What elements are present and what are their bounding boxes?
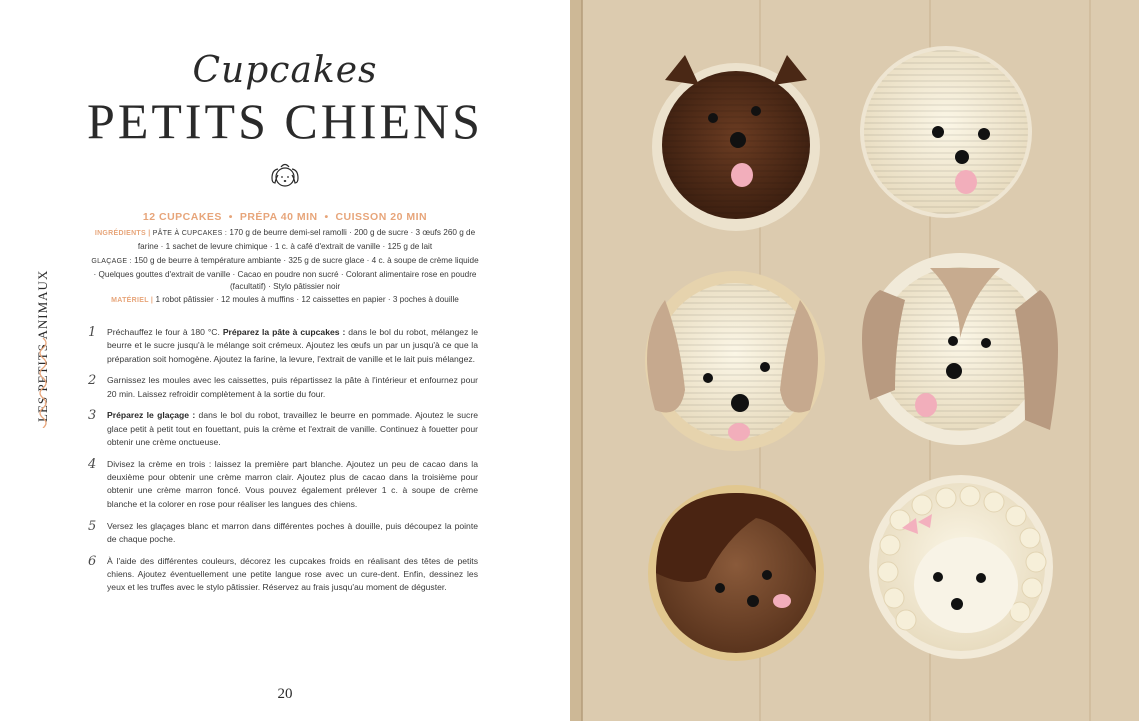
cupcakes-photo: [570, 0, 1139, 721]
meta-separator: •: [228, 211, 233, 223]
materiel-text: 1 robot pâtissier · 12 moules à muffins · 12 caissettes en papier · 3 poches à douille: [155, 294, 459, 304]
page-title: PETITS CHIENS: [87, 93, 483, 149]
materiel: [90, 294, 480, 308]
page-number: 20: [277, 686, 293, 702]
step-item: [88, 555, 478, 595]
step-item: [88, 374, 478, 401]
step-text: Garnissez les moules avec les caissettes, puis répartissez la pâte à l'intérieur et enfournez pour 20 min. Laissez refroidir complètement à la sortie du four.: [107, 375, 478, 399]
cook-time: CUISSON 20 MIN: [335, 211, 428, 223]
step-number: 3: [88, 408, 97, 424]
glacage-label: GLAÇAGE :: [91, 258, 132, 266]
photo-image: [570, 0, 1139, 721]
step-bold: Préparez la pâte à cupcakes :: [222, 327, 346, 337]
ingredients-glacage: [90, 255, 480, 294]
step-number: 4: [88, 456, 97, 472]
title-script: Cupcakes: [192, 50, 378, 91]
pate-label: PÂTE À CUPCAKES :: [152, 230, 228, 237]
step-item: [88, 326, 478, 366]
wave-divider-icon: [36, 338, 50, 428]
recipe-meta: [0, 211, 570, 223]
ingredients-pate: [90, 227, 480, 253]
step-number: 6: [88, 553, 97, 569]
step-bold: Préparez le glaçage :: [107, 410, 196, 421]
step-text: dans le bol du robot, mélangez le beurre et le sucre jusqu'à le mélange soit crémeux. Ajoutez les œufs un par un jusqu'à ce que la préparation soit homogène. Ajoutez la farine, la levure, l'extrait de vanille et le lait puis mélangez.: [107, 327, 478, 364]
step-text: dans le bol du robot, travaillez le beurre en pommade. Ajoutez le sucre glace petit à petit tout en fouettant, puis la crème et l'extrait de vanille. Continuez à fouetter pour obtenir une crème onctueuse.: [107, 410, 478, 448]
step-item: [88, 520, 478, 547]
step-number: 2: [88, 373, 97, 389]
step-number: 5: [88, 518, 97, 534]
materiel-label: MATÉRIEL |: [111, 296, 154, 304]
ingredients-label: INGRÉDIENTS |: [94, 230, 151, 237]
step-text: À l'aide des différentes couleurs, décorez les cupcakes froids en réalisant des têtes de petits chiens. Ajoutez éventuellement une petite langue rose avec un cure-dent. Enfin, dessinez les yeux et les truffes avec le stylo pâtissier. Réservez au frais jusqu'au moment de déguster.: [107, 555, 478, 593]
dog-icon: [269, 160, 301, 192]
prep-time: PRÉPA 40 MIN: [239, 211, 318, 223]
glacage-text: 150 g de beurre à température ambiante · 325 g de sucre glace · 4 c. à soupe de crème liquide · Quelques gouttes d'extrait de vanille · Cacao en poudre non sucré · Colorant alimentaire rose en poudre (facultatif) · Stylo pâtissier noir: [93, 256, 479, 292]
step-number: 1: [88, 325, 97, 340]
meta-separator: •: [324, 211, 329, 223]
section-tab-label: LES PETITS ANIMAUX: [35, 269, 50, 422]
step-item: [88, 458, 478, 511]
step-item: [88, 409, 478, 449]
step-text: Divisez la crème en trois : laissez la première part blanche. Ajoutez un peu de cacao dans la deuxième pour obtenir une crème marron clair. Ajoutez plus de cacao dans la troisième pour obtenir une crème marron foncé. Vous pouvez également prélever 1 c. à soupe de crème blanche et la colorer en rose pour réaliser les langues des chiens.: [107, 458, 478, 509]
yield: 12 CUPCAKES: [142, 211, 222, 223]
steps-list: [88, 326, 478, 603]
pate-text: 170 g de beurre demi-sel ramolli · 200 g de sucre · 3 œufs 260 g de farine · 1 sachet de levure chimique · 1 c. à café d'extrait de vanille · 125 g de lait: [137, 228, 476, 251]
ingredients-block: [90, 227, 480, 308]
step-text: Versez les glaçages blanc et marron dans différentes poches à douille, puis découpez la pointe de chaque poche.: [107, 520, 478, 544]
step-text: Préchauffez le four à 180 °C.: [107, 327, 223, 337]
